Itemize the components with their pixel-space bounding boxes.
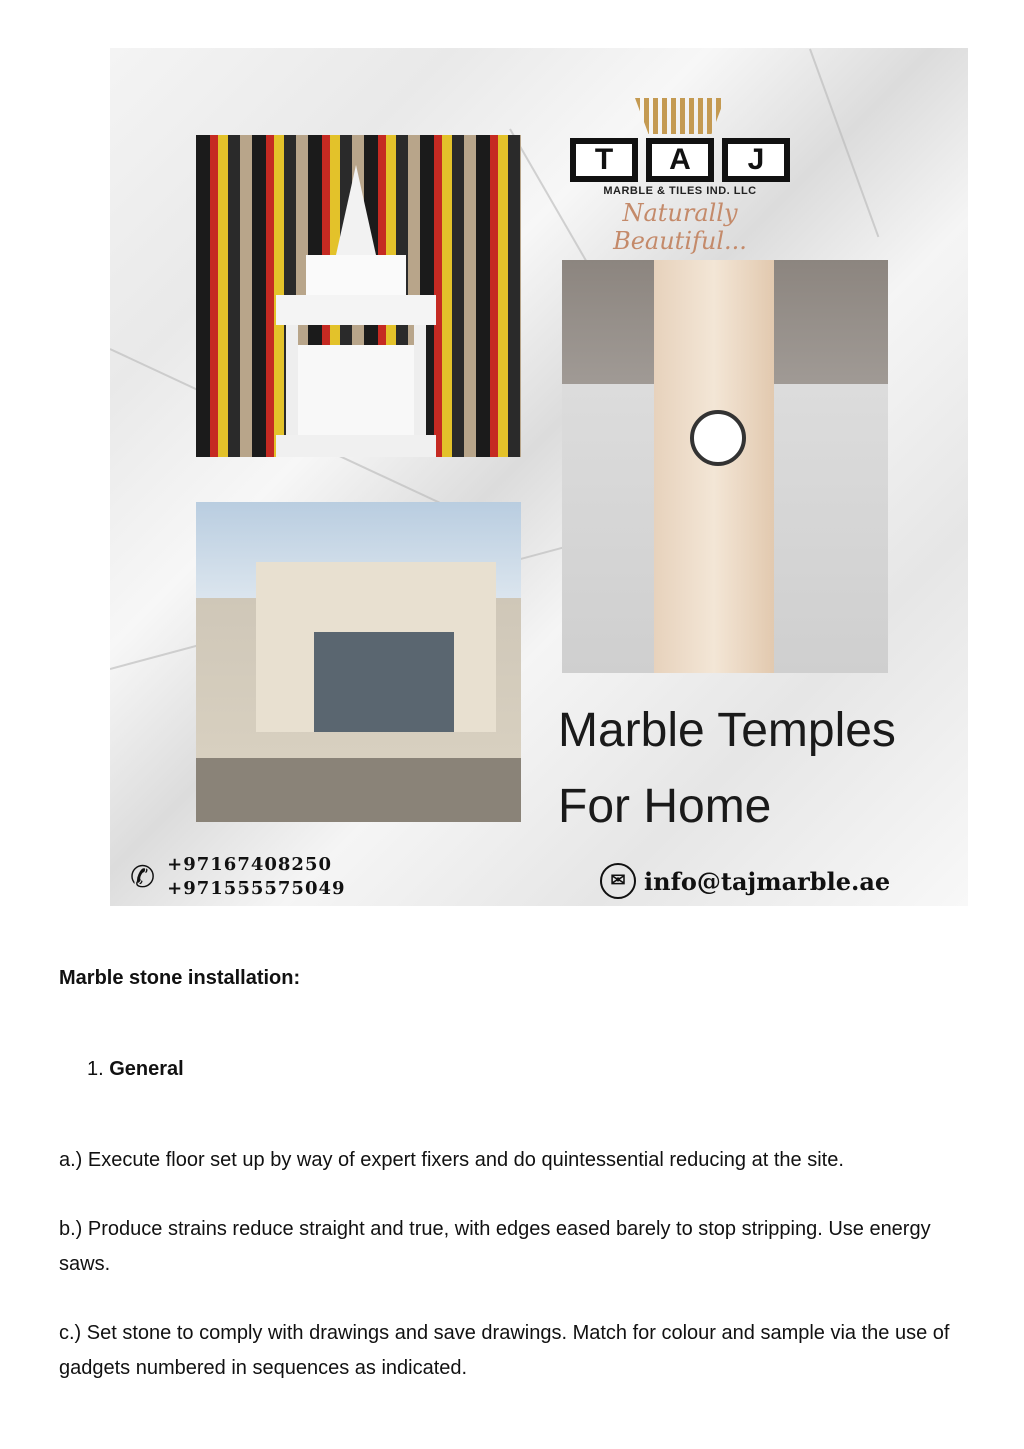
promo-banner bbox=[110, 48, 968, 906]
email-contact bbox=[600, 863, 890, 899]
banner-title bbox=[558, 693, 896, 845]
email-address: info@tajmarble.ae bbox=[644, 866, 891, 896]
section-heading: Marble stone installation: bbox=[59, 967, 301, 989]
envelope-icon: ✉ bbox=[600, 863, 636, 899]
phone-number: +971555575049 bbox=[167, 878, 346, 899]
tagline: Naturally Beautiful... bbox=[613, 199, 747, 255]
building-photo bbox=[196, 502, 521, 822]
paragraph: c.) Set stone to comply with drawings and save drawings. Match for colour and sample via the use of gadgets numbered in sequences as indicated. bbox=[59, 1322, 950, 1379]
company-name: MARBLE & TILES IND. LLC bbox=[603, 185, 757, 197]
list-item bbox=[87, 1052, 1007, 1087]
paragraph: b.) Produce strains reduce straight and true, with edges eased barely to stop stripping. Use energy saws. bbox=[59, 1218, 931, 1275]
logo-letter: A bbox=[646, 138, 714, 182]
temple-photo bbox=[196, 135, 521, 457]
clock-tower-photo bbox=[562, 260, 888, 673]
title-line: For Home bbox=[558, 780, 772, 833]
crown-icon bbox=[635, 98, 725, 134]
marble-shrine-image bbox=[276, 165, 436, 457]
logo-letter: T bbox=[570, 138, 638, 182]
taj-logo bbox=[560, 98, 800, 255]
paragraph: a.) Execute floor set up by way of expert fixers and do quintessential reducing at the site. bbox=[59, 1149, 844, 1171]
list-number: 1. bbox=[87, 1058, 104, 1080]
title-line: Marble Temples bbox=[558, 704, 896, 757]
phone-number: +97167408250 bbox=[167, 854, 332, 875]
list-item-label: General bbox=[109, 1058, 184, 1080]
logo-letter: J bbox=[722, 138, 790, 182]
phone-icon: ✆ bbox=[130, 860, 156, 894]
phone-contact bbox=[130, 853, 346, 901]
